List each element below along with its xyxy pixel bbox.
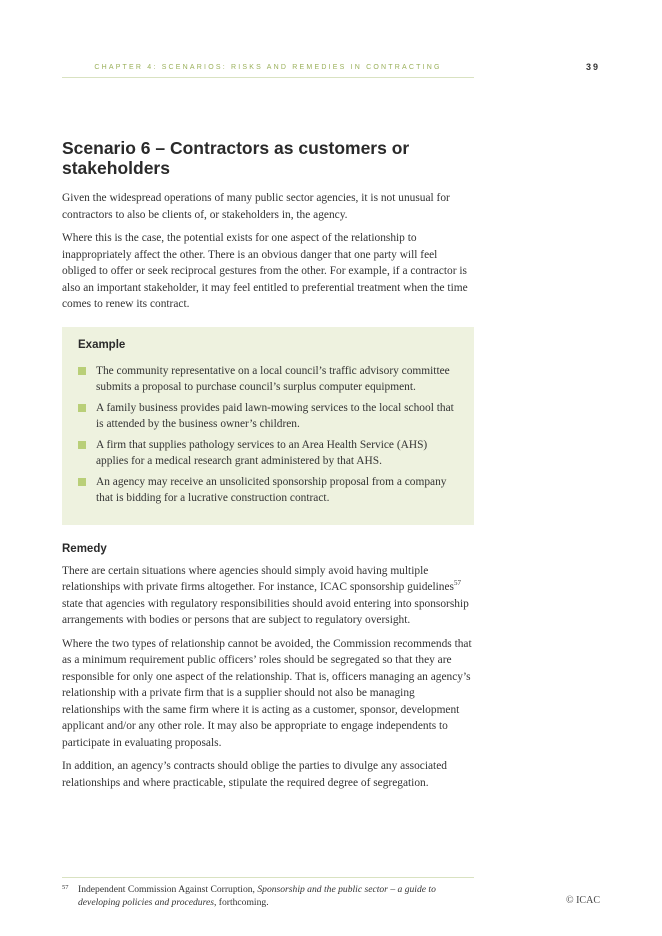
footnote-text xyxy=(62,883,462,909)
square-bullet-icon xyxy=(78,478,86,486)
list-item xyxy=(78,437,458,469)
list-item xyxy=(78,400,458,432)
remedy-text-part: There are certain situations where agencies should simply avoid having multiple relationships with private firms altogether. For instance, ICAC sponsorship guidelines xyxy=(62,564,454,593)
remedy-heading: Remedy xyxy=(62,542,107,555)
running-header: CHAPTER 4: SCENARIOS: RISKS AND REMEDIES IN CONTRACTING xyxy=(94,64,442,71)
main-content xyxy=(62,138,474,798)
example-title: Example xyxy=(78,338,126,351)
example-box xyxy=(62,327,474,525)
remedy-paragraph-3: In addition, an agency’s contracts should oblige the parties to divulge any associated relationships and where practicable, stipulate the required degree of segregation. xyxy=(62,760,447,789)
footnote-divider xyxy=(62,877,474,878)
remedy-paragraph-2: Where the two types of relationship cannot be avoided, the Commission recommends that as a minimum requirement public officers’ roles should be segregated so that they are responsible for only one aspect of the relationship. That is, officers managing an agency’s relationship with a private firm that is a supplier should not also be managing relationships with the same firm where it is acting as a customer, sponsor, development applicant and/or any other role. It may also be appropriate to engage independents to participate in evaluating proposals. xyxy=(62,637,472,749)
footnote-number: 57 xyxy=(62,884,69,891)
intro-paragraph-1: Given the widespread operations of many public sector agencies, it is not unusual for contractors to also be clients of, or stakeholders in, the agency. xyxy=(62,192,450,221)
square-bullet-icon xyxy=(78,404,86,412)
list-item-text: The community representative on a local council’s traffic advisory committee submits a proposal to purchase council’s surplus computer equipment. xyxy=(96,364,450,393)
remedy-text-part: state that agencies with regulatory responsibilities should avoid entering into sponsorship arrangements with bodies or persons that are subject to regulatory oversight. xyxy=(62,597,469,626)
list-item xyxy=(78,474,458,506)
intro-paragraph-2: Where this is the case, the potential exists for one aspect of the relationship to inappropriately affect the other. There is an obvious danger that one party will feel obliged to offer or seek reciprocal gestures from the other. For example, if a contractor is also an important stakeholder, it may feel entitled to preferential treatment when the time comes to renew its contract. xyxy=(62,232,468,310)
copyright-notice: © ICAC xyxy=(566,895,600,906)
remedy-paragraph-1 xyxy=(62,563,474,629)
footnote-text-part: , forthcoming. xyxy=(213,897,269,908)
list-item-text: A firm that supplies pathology services to an Area Health Service (AHS) applies for a medical research grant administered by that AHS. xyxy=(96,438,428,467)
list-item-text: An agency may receive an unsolicited sponsorship proposal from a company that is bidding for a lucrative construction contract. xyxy=(96,475,447,504)
header-divider xyxy=(62,77,474,78)
list-item xyxy=(78,363,458,395)
list-item-text: A family business provides paid lawn-mowing services to the local school that is attended by the business owner’s children. xyxy=(96,401,454,430)
section-title: Scenario 6 – Contractors as customers or stakeholders xyxy=(62,138,410,178)
footnote-reference: 57 xyxy=(453,579,461,588)
example-list xyxy=(78,363,458,506)
footnote-publication-title: Sponsorship and the public sector – a guide to developing policies and procedures xyxy=(78,884,436,908)
square-bullet-icon xyxy=(78,441,86,449)
page-number: 39 xyxy=(585,62,600,72)
footnote-text-part: Independent Commission Against Corruption, xyxy=(78,884,258,895)
footnote xyxy=(62,883,462,909)
square-bullet-icon xyxy=(78,367,86,375)
